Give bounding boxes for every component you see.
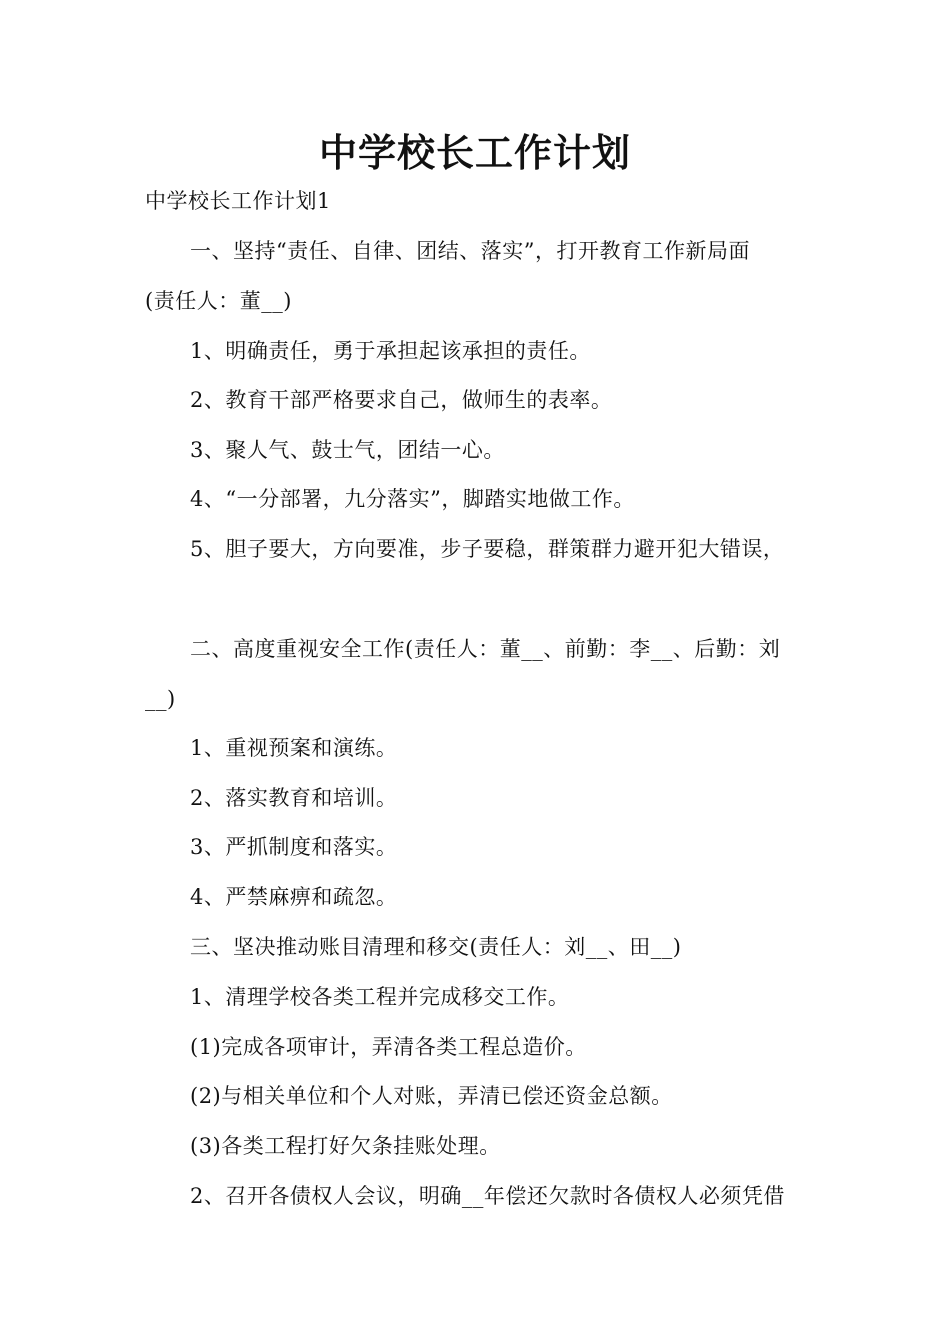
paragraph-line: 3、严抓制度和落实。 (190, 835, 398, 859)
paragraph-line: __) (145, 687, 176, 711)
paragraph-line: 4、严禁麻痹和疏忽。 (190, 885, 398, 909)
paragraph-line: 2、教育干部严格要求自己，做师生的表率。 (190, 388, 613, 412)
section-heading: 中学校长工作计划1 (145, 189, 331, 213)
document-title: 中学校长工作计划 (318, 130, 631, 175)
paragraph-line: 1、明确责任，勇于承担起该承担的责任。 (190, 339, 591, 363)
paragraph-line: 三、坚决推动账目清理和移交(责任人：刘__、田__) (190, 935, 682, 959)
paragraph-line: 1、重视预案和演练。 (190, 736, 398, 760)
paragraph-line: 一、坚持“责任、自律、团结、落实”，打开教育工作新局面 (190, 239, 750, 263)
paragraph-line: 1、清理学校各类工程并完成移交工作。 (190, 985, 570, 1009)
paragraph-line: 2、落实教育和培训。 (190, 786, 398, 810)
paragraph-line: (责任人：董__) (145, 289, 292, 313)
paragraph-line: 4、“一分部署，九分落实”，脚踏实地做工作。 (190, 487, 635, 511)
paragraph-line: 5、胆子要大，方向要准，步子要稳，群策群力避开犯大错误， (190, 537, 785, 561)
paragraph-line: (2)与相关单位和个人对账，弄清已偿还资金总额。 (190, 1084, 673, 1108)
paragraph-line: 3、聚人气、鼓士气，团结一心。 (190, 438, 505, 462)
paragraph-line: (3)各类工程打好欠条挂账处理。 (190, 1134, 501, 1158)
paragraph-line: 二、高度重视安全工作(责任人：董__、前勤：李__、后勤：刘 (190, 637, 781, 661)
paragraph-line: 2、召开各债权人会议，明确__年偿还欠款时各债权人必须凭借 (190, 1184, 785, 1208)
paragraph-line: (1)完成各项审计，弄清各类工程总造价。 (190, 1035, 587, 1059)
